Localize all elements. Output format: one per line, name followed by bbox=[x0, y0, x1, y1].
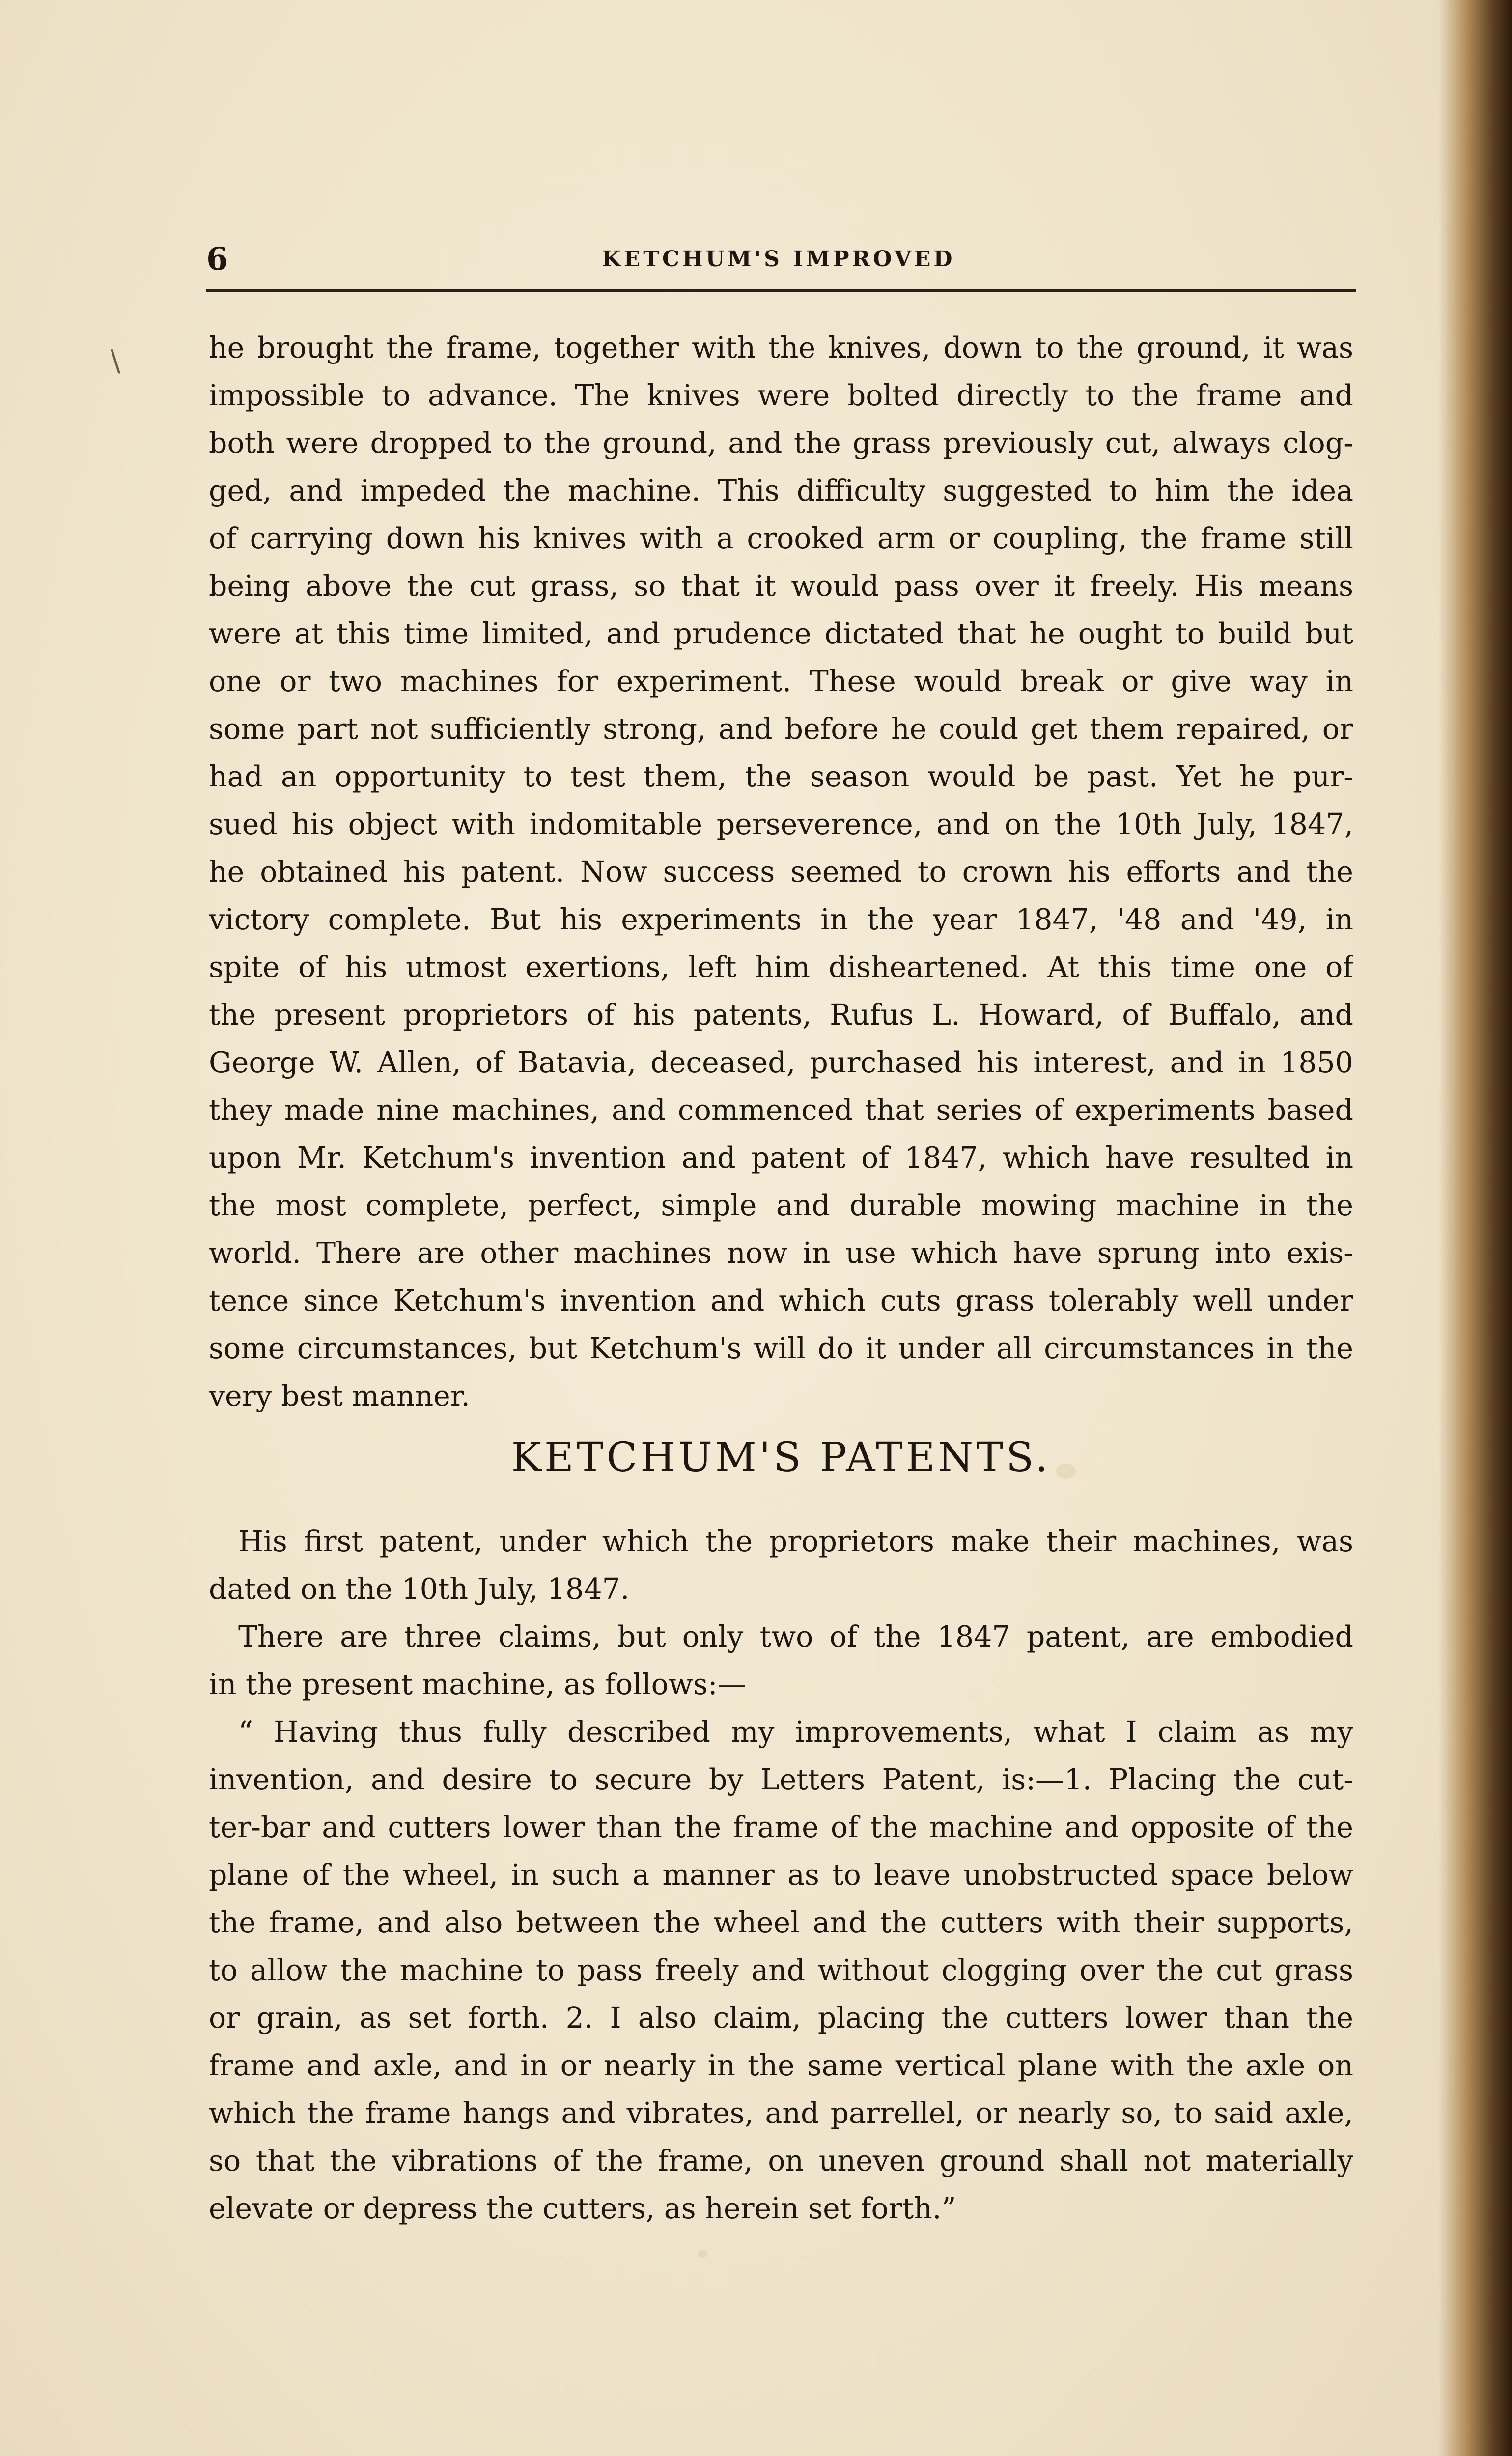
text-line: frame and axle, and in or nearly in the same vertical plane with the axle on bbox=[209, 2049, 1353, 2082]
text-line: or grain, as set forth. 2. I also claim, placing the cutters lower than the bbox=[209, 2001, 1353, 2035]
paragraph-1 bbox=[209, 324, 1353, 1420]
header-rule bbox=[206, 289, 1356, 292]
text-line: George W. Allen, of Batavia, deceased, purchased his interest, and in 1850 bbox=[209, 1046, 1353, 1079]
text-line: very best manner. bbox=[209, 1379, 470, 1413]
text-line: plane of the wheel, in such a manner as to leave unobstructed space below bbox=[209, 1858, 1353, 1892]
text-line: some part not sufficiently strong, and before he could get them repaired, or bbox=[209, 712, 1353, 746]
text-line: the present proprietors of his patents, Rufus L. Howard, of Buffalo, and bbox=[209, 998, 1353, 1032]
text-line: to allow the machine to pass freely and without clogging over the cut grass bbox=[209, 1954, 1353, 1987]
text-line: impossible to advance. The knives were bolted directly to the frame and bbox=[209, 379, 1353, 412]
margin-mark: \ bbox=[111, 344, 121, 378]
text-line: “ Having thus fully described my improvements, what I claim as my bbox=[238, 1715, 1353, 1749]
text-line: were at this time limited, and prudence dictated that he ought to build but bbox=[209, 617, 1353, 650]
text-line: upon Mr. Ketchum's invention and patent of 1847, which have resulted in bbox=[209, 1141, 1353, 1174]
binding-edge bbox=[1438, 0, 1512, 2456]
paragraphs-2-4 bbox=[209, 1518, 1353, 2233]
running-title: KETCHUM'S IMPROVED bbox=[602, 247, 955, 272]
text-line: the most complete, perfect, simple and durable mowing machine in the bbox=[209, 1189, 1353, 1222]
page-header bbox=[206, 236, 1351, 285]
text-line: dated on the 10th July, 1847. bbox=[209, 1572, 630, 1606]
text-line: world. There are other machines now in use which have sprung into exis- bbox=[209, 1236, 1353, 1270]
text-line: invention, and desire to secure by Letters Patent, is:—1. Placing the cut- bbox=[209, 1763, 1353, 1796]
text-line: ter-bar and cutters lower than the frame of the machine and opposite of the bbox=[209, 1811, 1353, 1844]
text-line: they made nine machines, and commenced that series of experiments based bbox=[209, 1093, 1353, 1127]
text-line: had an opportunity to test them, the season would be past. Yet he pur- bbox=[209, 760, 1353, 793]
text-line: the frame, and also between the wheel and the cutters with their supports, bbox=[209, 1906, 1353, 1939]
page-number: 6 bbox=[206, 241, 228, 278]
text-line: some circumstances, but Ketchum's will do it under all circumstances in the bbox=[209, 1332, 1353, 1365]
text-line: he obtained his patent. Now success seemed to crown his efforts and the bbox=[209, 855, 1353, 889]
section-heading: KETCHUM'S PATENTS. bbox=[511, 1434, 1051, 1481]
text-line: in the present machine, as follows:— bbox=[209, 1668, 747, 1701]
text-line: being above the cut grass, so that it would pass over it freely. His means bbox=[209, 569, 1353, 603]
text-line: sued his object with indomitable perseverence, and on the 10th July, 1847, bbox=[209, 808, 1353, 841]
text-line: spite of his utmost exertions, left him disheartened. At this time one of bbox=[209, 950, 1353, 984]
text-line: of carrying down his knives with a crooked arm or coupling, the frame still bbox=[209, 522, 1353, 555]
text-line: he brought the frame, together with the knives, down to the ground, it was bbox=[209, 331, 1353, 364]
text-line: His first patent, under which the proprietors make their machines, was bbox=[238, 1525, 1353, 1558]
text-line: so that the vibrations of the frame, on uneven ground shall not materially bbox=[209, 2144, 1353, 2177]
text-line: one or two machines for experiment. These would break or give way in bbox=[209, 665, 1353, 698]
text-line: victory complete. But his experiments in the year 1847, '48 and '49, in bbox=[209, 903, 1353, 936]
text-line: elevate or depress the cutters, as herein set forth.” bbox=[209, 2192, 956, 2225]
text-line: tence since Ketchum's invention and which cuts grass tolerably well under bbox=[209, 1284, 1353, 1317]
text-line: There are three claims, but only two of the 1847 patent, are embodied bbox=[238, 1620, 1353, 1653]
text-line: both were dropped to the ground, and the grass previously cut, always clog- bbox=[209, 426, 1353, 460]
paper-stain bbox=[698, 2250, 707, 2258]
text-line: which the frame hangs and vibrates, and parrellel, or nearly so, to said axle, bbox=[209, 2096, 1353, 2130]
text-line: ged, and impeded the machine. This difficulty suggested to him the idea bbox=[209, 474, 1353, 507]
